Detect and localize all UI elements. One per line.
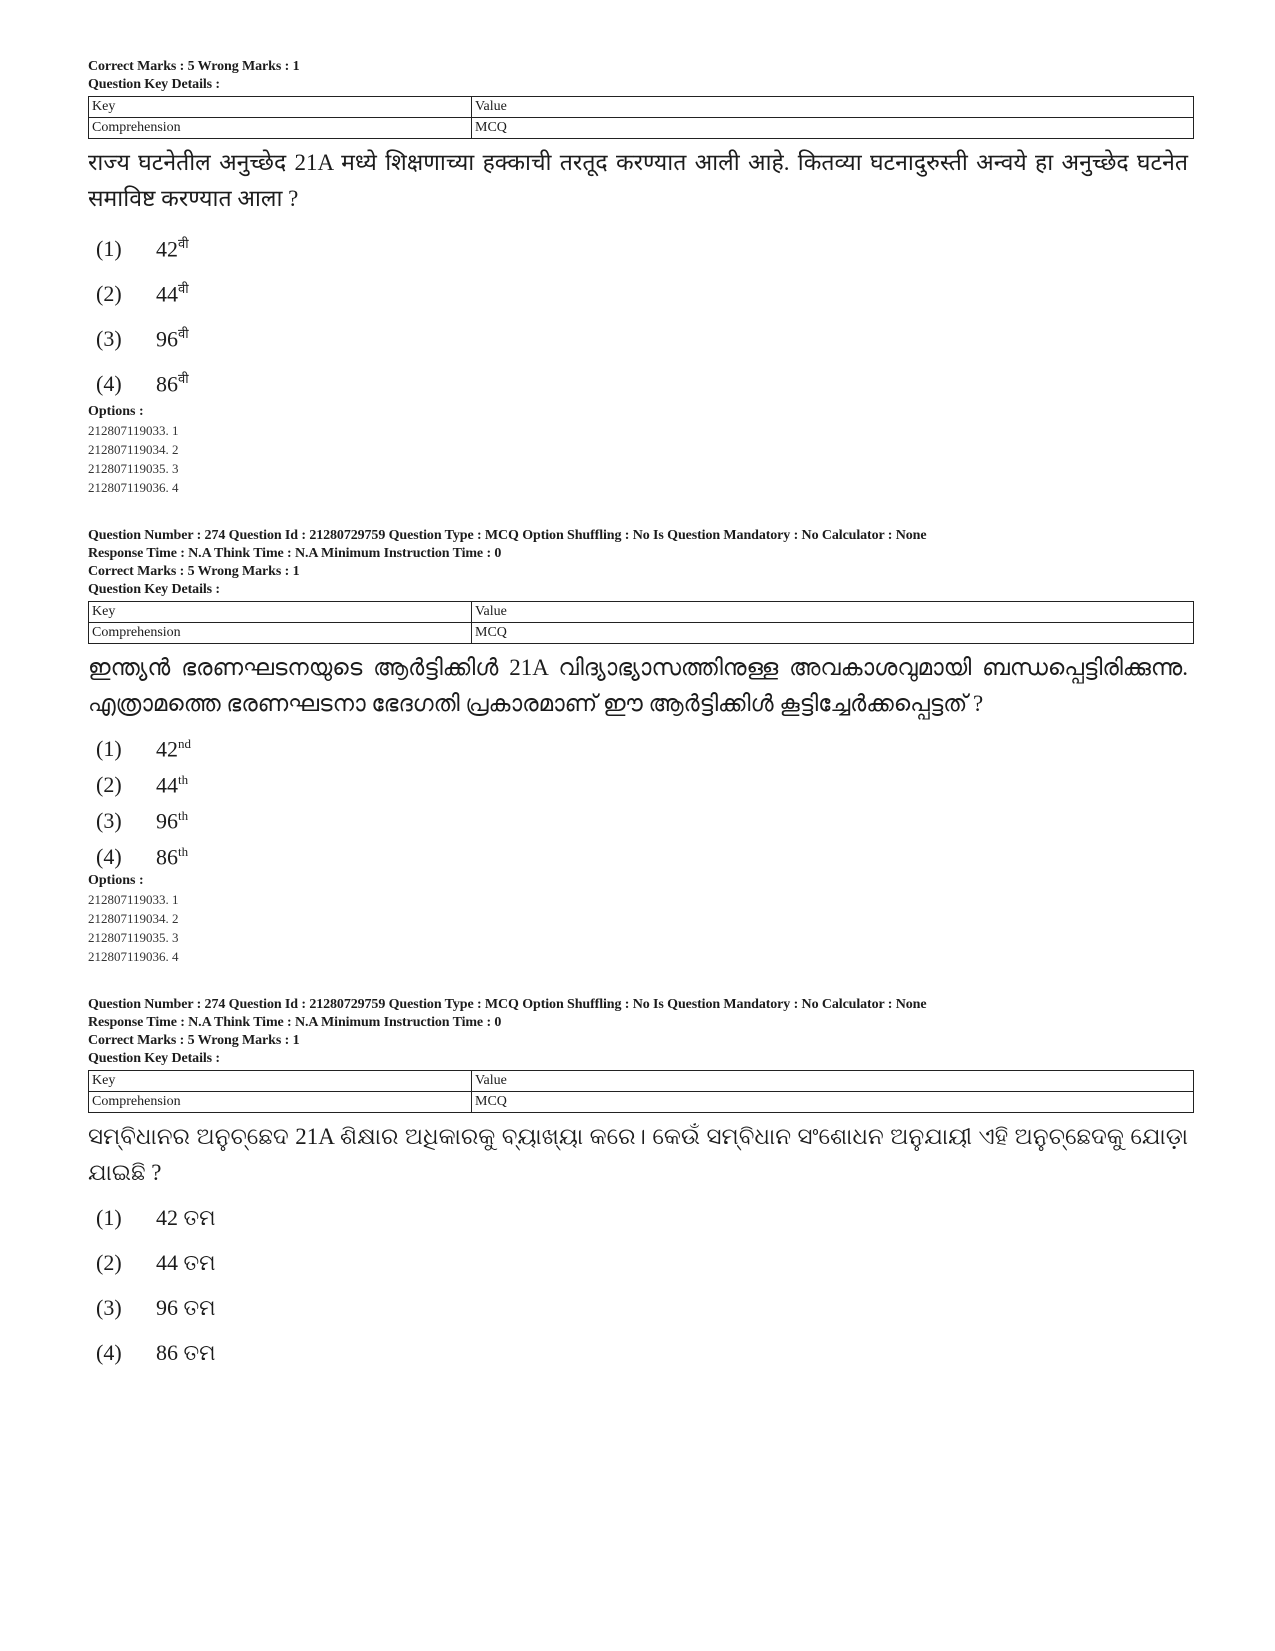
option-suffix: वी	[178, 371, 189, 386]
marks-line: Correct Marks : 5 Wrong Marks : 1	[88, 564, 300, 579]
option-number: (3)	[96, 1295, 122, 1320]
option-2	[88, 762, 1188, 798]
question-header-line: Response Time : N.A Think Time : N.A Minimum Instruction Time : 0	[88, 546, 502, 561]
option-id: 212807119033. 1	[88, 892, 179, 907]
value-cell: MCQ	[472, 623, 1194, 644]
value-cell: MCQ	[472, 118, 1194, 139]
answer-options	[88, 1195, 1188, 1375]
options-label: Options :	[88, 404, 144, 419]
option-number: (2)	[96, 1250, 122, 1275]
option-1	[88, 221, 1188, 266]
key-cell: Comprehension	[89, 623, 472, 644]
value-cell: MCQ	[472, 1092, 1194, 1113]
question-header-line: Response Time : N.A Think Time : N.A Minimum Instruction Time : 0	[88, 1015, 502, 1030]
key-cell: Comprehension	[89, 1092, 472, 1113]
option-number: (4)	[96, 1340, 122, 1365]
option-3	[88, 311, 1188, 356]
option-suffix: वी	[178, 326, 189, 341]
key-cell: Comprehension	[89, 118, 472, 139]
option-2	[88, 266, 1188, 311]
option-id: 212807119036. 4	[88, 480, 179, 495]
option-1	[88, 1195, 1188, 1240]
option-3	[88, 1285, 1188, 1330]
question-header-line: Question Number : 274 Question Id : 21280729759 Question Type : MCQ Option Shuffling : No Is Question Mandatory : No Calculator : None	[88, 528, 927, 543]
option-text: 86	[156, 371, 178, 397]
options-label: Options :	[88, 873, 144, 888]
option-text: 96 ତମ	[156, 1295, 216, 1320]
key-header: Key	[89, 97, 472, 118]
option-suffix: वी	[178, 281, 189, 296]
option-number: (1)	[96, 236, 122, 262]
option-value	[156, 266, 189, 316]
option-number: (2)	[96, 281, 122, 307]
option-value	[156, 834, 188, 875]
marks-line: Correct Marks : 5 Wrong Marks : 1	[88, 1033, 300, 1048]
question-block-malayalam	[88, 527, 1188, 966]
marks-line: Correct Marks : 5 Wrong Marks : 1	[88, 59, 300, 74]
option-suffix: th	[178, 844, 189, 859]
option-4	[88, 356, 1188, 401]
option-4	[88, 834, 1188, 870]
option-id: 212807119036. 4	[88, 949, 179, 964]
value-header: Value	[472, 602, 1194, 623]
option-number: (4)	[96, 844, 122, 870]
option-text: 44	[156, 281, 178, 307]
option-number: (2)	[96, 772, 122, 798]
option-2	[88, 1240, 1188, 1285]
question-page	[88, 58, 1188, 1375]
option-3	[88, 798, 1188, 834]
key-details-table	[88, 601, 1194, 644]
option-text: 96	[156, 808, 178, 834]
option-id: 212807119035. 3	[88, 461, 179, 476]
option-suffix: nd	[178, 736, 191, 751]
key-details-label: Question Key Details :	[88, 1051, 220, 1066]
key-details-label: Question Key Details :	[88, 582, 220, 597]
option-number: (1)	[96, 1205, 122, 1230]
option-text: 42	[156, 236, 178, 262]
option-number: (3)	[96, 808, 122, 834]
key-header: Key	[89, 602, 472, 623]
option-suffix: वी	[178, 236, 189, 251]
question-text: ସମ୍ବିଧାନର ଅନୁଚ୍ଛେଦ 21A ଶିକ୍ଷାର ଅଧିକାରକୁ ବ୍ୟାଖ୍ୟା କରେ। କେଉଁ ସମ୍ବିଧାନ ସଂଶୋଧନ ଅନୁଯାୟୀ ଏହି ଅନୁଚ୍ଛେଦକୁ ଯୋଡ଼ା ଯାଇଛି ?	[88, 1124, 1188, 1185]
question-text: ഇന്ത്യൻ ഭരണഘടനയുടെ ആർട്ടിക്കിൾ 21A വിദ്യാഭ്യാസത്തിനുള്ള അവകാശവുമായി ബന്ധപ്പെട്ടിരിക്കുന്നു. എത്രാമത്തെ ഭരണഘടനാ ഭേദഗതി പ്രകാരമാണ് ഈ ആർട്ടിക്കിൾ കൂട്ടിച്ചേർക്കപ്പെട്ടത് ?	[88, 655, 1188, 716]
question-block-odia	[88, 996, 1188, 1375]
question-text: राज्य घटनेतील अनुच्छेद 21A मध्ये शिक्षणाच्या हक्काची तरतूद करण्यात आली आहे. कितव्या घटनादुरुस्ती अन्वये हा अनुच्छेद घटनेत समाविष्ट करण्यात आला ?	[88, 150, 1188, 211]
option-text: 96	[156, 326, 178, 352]
value-header: Value	[472, 97, 1194, 118]
option-text: 42 ତମ	[156, 1205, 216, 1230]
option-value	[156, 221, 189, 271]
option-suffix: th	[178, 808, 189, 823]
option-1	[88, 726, 1188, 762]
question-header-line: Question Number : 274 Question Id : 21280729759 Question Type : MCQ Option Shuffling : No Is Question Mandatory : No Calculator : None	[88, 997, 927, 1012]
option-text: 42	[156, 736, 178, 762]
option-id: 212807119035. 3	[88, 930, 179, 945]
key-details-table	[88, 96, 1194, 139]
option-suffix: th	[178, 772, 189, 787]
option-number: (3)	[96, 326, 122, 352]
key-details-label: Question Key Details :	[88, 77, 220, 92]
key-header: Key	[89, 1071, 472, 1092]
option-id: 212807119034. 2	[88, 911, 179, 926]
option-number: (1)	[96, 736, 122, 762]
option-number: (4)	[96, 371, 122, 397]
key-details-table	[88, 1070, 1194, 1113]
option-text: 86 ତମ	[156, 1340, 216, 1365]
question-block-marathi	[88, 58, 1188, 497]
option-value	[156, 311, 189, 361]
option-id: 212807119033. 1	[88, 423, 179, 438]
answer-options	[88, 726, 1188, 870]
option-text: 44	[156, 772, 178, 798]
option-text: 86	[156, 844, 178, 870]
option-value	[156, 356, 189, 406]
value-header: Value	[472, 1071, 1194, 1092]
answer-options	[88, 221, 1188, 401]
option-text: 44 ତମ	[156, 1250, 216, 1275]
option-id: 212807119034. 2	[88, 442, 179, 457]
option-4	[88, 1330, 1188, 1375]
